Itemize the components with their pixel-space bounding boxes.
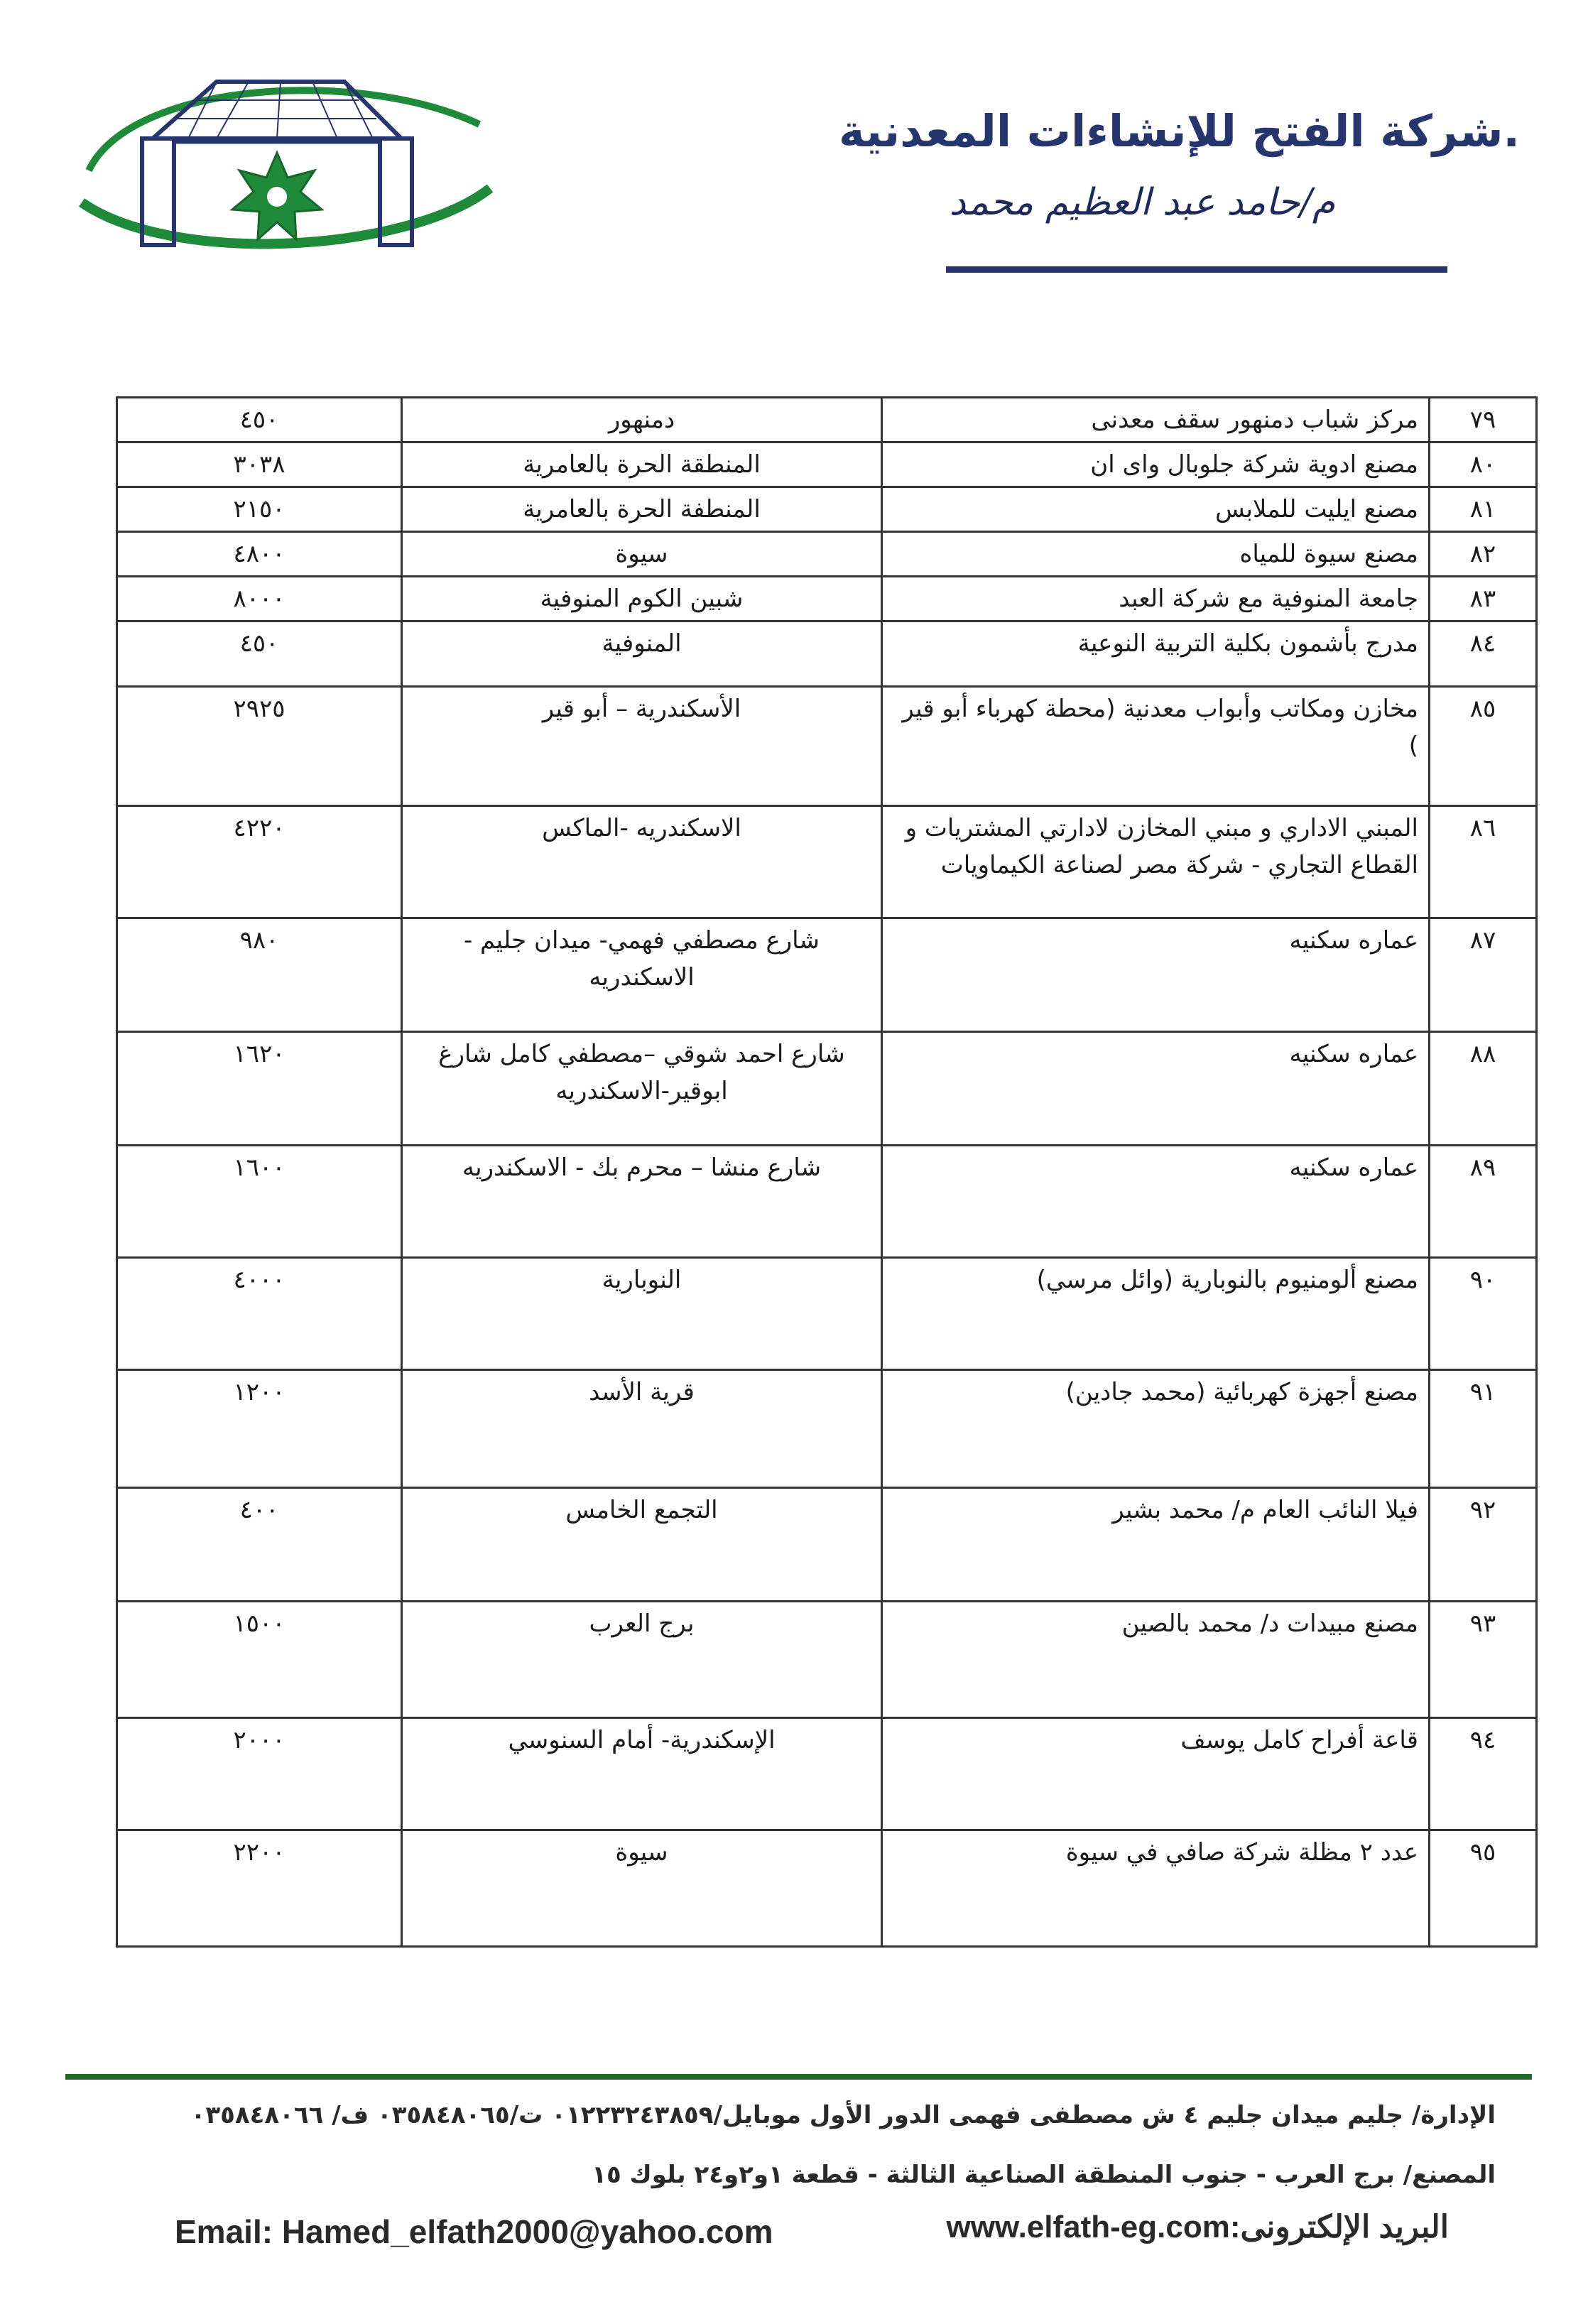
project-name: المبني الاداري و مبني المخازن لادارتي المشتريات و القطاع التجاري - شركة مصر لصناعة الكيماويات	[882, 806, 1430, 918]
footer-email[interactable]: Email: Hamed_elfath2000@yahoo.com	[175, 2213, 773, 2250]
project-location: برج العرب	[402, 1602, 882, 1718]
project-location: الاسكندريه -الماكس	[402, 806, 882, 918]
project-name: عماره سكنيه	[882, 1032, 1430, 1146]
table-row	[117, 532, 1537, 577]
table-row	[117, 577, 1537, 621]
project-value: ٢٠٠٠	[117, 1718, 402, 1830]
row-number: ٩٢	[1430, 1488, 1537, 1602]
project-name: مصنع أجهزة كهربائية (محمد جادين)	[882, 1370, 1430, 1488]
project-value: ٢١٥٠	[117, 487, 402, 532]
project-name: فيلا النائب العام م/ محمد بشير	[882, 1488, 1430, 1602]
project-name: مدرج بأشمون بكلية التربية النوعية	[882, 621, 1430, 687]
project-name: عماره سكنيه	[882, 918, 1430, 1032]
project-location: قرية الأسد	[402, 1370, 882, 1488]
footer-website	[909, 2209, 1449, 2245]
project-name: قاعة أفراح كامل يوسف	[882, 1718, 1430, 1830]
row-number: ٨١	[1430, 487, 1537, 532]
row-number: ٩٤	[1430, 1718, 1537, 1830]
project-name: مصنع مبيدات د/ محمد بالصين	[882, 1602, 1430, 1718]
row-number: ٨٨	[1430, 1032, 1537, 1146]
row-number: ٨٢	[1430, 532, 1537, 577]
project-value: ١٢٠٠	[117, 1370, 402, 1488]
footer-factory-address: المصنع/ برج العرب - جنوب المنطقة الصناعية الثالثة - قطعة ١و٢و٢٤ بلوك ١٥	[592, 2161, 1496, 2189]
project-location: سيوة	[402, 1830, 882, 1947]
project-location: شارع احمد شوقي –مصطفي كامل شارغ ابوقير-الاسكندريه	[402, 1032, 882, 1146]
project-location: المنوفية	[402, 621, 882, 687]
company-logo	[75, 39, 501, 273]
project-name: عدد ٢ مظلة شركة صافي في سيوة	[882, 1830, 1430, 1947]
project-location: الإسكندرية- أمام السنوسي	[402, 1718, 882, 1830]
project-value: ٨٠٠٠	[117, 577, 402, 621]
row-number: ٨٠	[1430, 442, 1537, 487]
project-location: شارع منشا – محرم بك - الاسكندريه	[402, 1146, 882, 1258]
project-value: ٤٠٠	[117, 1488, 402, 1602]
table-row	[117, 621, 1537, 687]
project-name: مصنع ايليت للملابس	[882, 487, 1430, 532]
project-value: ٤٨٠٠	[117, 532, 402, 577]
row-number: ٨٩	[1430, 1146, 1537, 1258]
project-location: شبين الكوم المنوفية	[402, 577, 882, 621]
project-name: مركز شباب دمنهور سقف معدنى	[882, 398, 1430, 442]
row-number: ٩١	[1430, 1370, 1537, 1488]
project-value: ٤٠٠٠	[117, 1258, 402, 1370]
row-number: ٩٠	[1430, 1258, 1537, 1370]
row-number: ٨٧	[1430, 918, 1537, 1032]
table-row	[117, 398, 1537, 442]
manager-signature: م/حامد عبد العظيم محمد	[949, 181, 1335, 224]
company-name: .شركة الفتح للإنشاءات المعدنية	[838, 105, 1520, 157]
table-row	[117, 1830, 1537, 1947]
project-name: مخازن ومكاتب وأبواب معدنية (محطة كهرباء أبو قير )	[882, 687, 1430, 806]
projects-table-body	[117, 398, 1537, 1947]
project-location: سيوة	[402, 532, 882, 577]
project-value: ٢٩٢٥	[117, 687, 402, 806]
table-row	[117, 806, 1537, 918]
table-row	[117, 1718, 1537, 1830]
project-value: ٢٢٠٠	[117, 1830, 402, 1947]
project-location: المنطفة الحرة بالعامرية	[402, 487, 882, 532]
table-row	[117, 1146, 1537, 1258]
project-name: عماره سكنيه	[882, 1146, 1430, 1258]
project-location: النوبارية	[402, 1258, 882, 1370]
website-label: البريد الإلكترونى:	[1229, 2210, 1449, 2244]
project-value: ١٦٠٠	[117, 1146, 402, 1258]
table-row	[117, 1032, 1537, 1146]
table-row	[117, 442, 1537, 487]
row-number: ٩٥	[1430, 1830, 1537, 1947]
project-location: الأسكندرية – أبو قير	[402, 687, 882, 806]
project-value: ٤٥٠	[117, 398, 402, 442]
project-location: التجمع الخامس	[402, 1488, 882, 1602]
project-value: ١٥٠٠	[117, 1602, 402, 1718]
project-value: ٤٥٠	[117, 621, 402, 687]
table-row	[117, 1370, 1537, 1488]
project-name: مصنع سيوة للمياه	[882, 532, 1430, 577]
footer-address: الإدارة/ جليم ميدان جليم ٤ ش مصطفى فهمى الدور الأول موبايل/٠١٢٢٣٢٤٣٨٥٩ ت/٠٣٥٨٤٨٠٦٥ ف/ ٠٣٥٨٤٨٠٦٦	[190, 2101, 1496, 2129]
project-name: مصنع ادوية شركة جلوبال واى ان	[882, 442, 1430, 487]
row-number: ٧٩	[1430, 398, 1537, 442]
project-value: ٩٨٠	[117, 918, 402, 1032]
project-name: مصنع ألومنيوم بالنوبارية (وائل مرسي)	[882, 1258, 1430, 1370]
footer-divider	[65, 2074, 1532, 2080]
project-value: ٤٢٢٠	[117, 806, 402, 918]
website-url[interactable]: www.elfath-eg.com	[946, 2210, 1230, 2244]
table-row	[117, 918, 1537, 1032]
row-number: ٨٥	[1430, 687, 1537, 806]
row-number: ٨٤	[1430, 621, 1537, 687]
project-value: ٣٠٣٨	[117, 442, 402, 487]
table-row	[117, 1602, 1537, 1718]
table-row	[117, 1258, 1537, 1370]
table-row	[117, 687, 1537, 806]
project-name: جامعة المنوفية مع شركة العبد	[882, 577, 1430, 621]
project-location: شارع مصطفي فهمي- ميدان جليم - الاسكندريه	[402, 918, 882, 1032]
projects-table	[116, 396, 1538, 1948]
row-number: ٩٣	[1430, 1602, 1537, 1718]
table-row	[117, 1488, 1537, 1602]
row-number: ٨٦	[1430, 806, 1537, 918]
table-row	[117, 487, 1537, 532]
project-location: دمنهور	[402, 398, 882, 442]
project-value: ١٦٢٠	[117, 1032, 402, 1146]
row-number: ٨٣	[1430, 577, 1537, 621]
project-location: المنطقة الحرة بالعامرية	[402, 442, 882, 487]
header-divider	[946, 266, 1447, 273]
